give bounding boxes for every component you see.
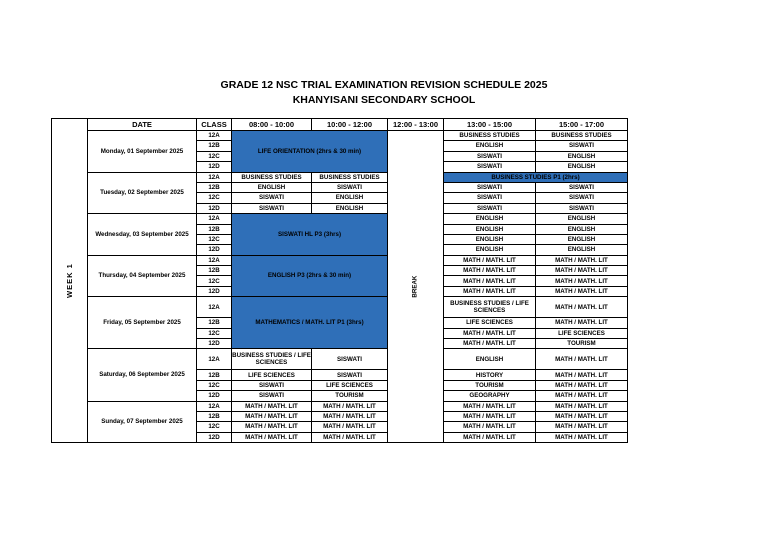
header-row xyxy=(52,119,628,131)
session-cell: ENGLISH xyxy=(232,182,312,192)
session-cell: MATH / MATH. LIT xyxy=(536,318,628,328)
class-cell: 12B xyxy=(197,182,232,192)
session-cell: ENGLISH xyxy=(312,203,388,213)
session-cell: MATH / MATH. LIT xyxy=(444,276,536,286)
class-cell: 12A xyxy=(197,401,232,411)
session-cell: MATH / MATH. LIT xyxy=(536,349,628,370)
class-cell: 12D xyxy=(197,432,232,442)
session-cell: ENGLISH xyxy=(444,141,536,151)
session-cell: MATH / MATH. LIT xyxy=(312,422,388,432)
session-cell: TOURISM xyxy=(444,380,536,390)
day-date: Wednesday, 03 September 2025 xyxy=(88,214,197,256)
document-title: GRADE 12 NSC TRIAL EXAMINATION REVISION SCHEDULE 2025 xyxy=(220,79,548,91)
class-cell: 12D xyxy=(197,339,232,349)
session-cell: ENGLISH xyxy=(444,214,536,224)
class-cell: 12D xyxy=(197,162,232,172)
session-cell: SISWATI xyxy=(232,193,312,203)
table-row xyxy=(52,255,628,265)
session-cell: MATH / MATH. LIT xyxy=(312,411,388,421)
session-cell: TOURISM xyxy=(536,339,628,349)
session-cell: MATH / MATH. LIT xyxy=(536,432,628,442)
session-cell: MATH / MATH. LIT xyxy=(444,401,536,411)
session-cell: SISWATI xyxy=(312,370,388,380)
session-cell: BUSINESS STUDIES xyxy=(444,131,536,141)
session-cell: MATH / MATH. LIT xyxy=(536,380,628,390)
session-cell: SISWATI xyxy=(444,182,536,192)
session-cell: MATH / MATH. LIT xyxy=(232,401,312,411)
header-slot-1000: 10:00 - 12:00 xyxy=(312,119,388,131)
class-cell: 12C xyxy=(197,328,232,338)
session-cell: MATH / MATH. LIT xyxy=(444,266,536,276)
session-cell: BUSINESS STUDIES / LIFE SCIENCES xyxy=(232,349,312,370)
class-cell: 12D xyxy=(197,391,232,401)
session-cell: SISWATI xyxy=(536,141,628,151)
session-cell: LIFE SCIENCES xyxy=(444,318,536,328)
session-cell: ENGLISH xyxy=(312,193,388,203)
session-cell: ENGLISH xyxy=(536,234,628,244)
session-cell: MATH / MATH. LIT xyxy=(536,422,628,432)
session-cell: MATH / MATH. LIT xyxy=(312,432,388,442)
class-cell: 12C xyxy=(197,422,232,432)
session-cell: MATH / MATH. LIT xyxy=(232,422,312,432)
session-cell: SISWATI xyxy=(444,151,536,161)
session-cell: MATH / MATH. LIT xyxy=(312,401,388,411)
session-cell: SISWATI xyxy=(444,203,536,213)
exam-block: MATHEMATICS / MATH. LIT P1 (3hrs) xyxy=(232,297,388,349)
session-cell: HISTORY xyxy=(444,370,536,380)
table-row xyxy=(52,214,628,224)
session-cell: MATH / MATH. LIT xyxy=(536,401,628,411)
exam-block: LIFE ORIENTATION (2hrs & 30 min) xyxy=(232,131,388,173)
class-cell: 12D xyxy=(197,245,232,255)
class-cell: 12C xyxy=(197,380,232,390)
header-class: CLASS xyxy=(197,119,232,131)
session-cell: MATH / MATH. LIT xyxy=(232,411,312,421)
class-cell: 12B xyxy=(197,370,232,380)
session-cell: MATH / MATH. LIT xyxy=(444,328,536,338)
session-cell: BUSINESS STUDIES xyxy=(312,172,388,182)
header-slot-1500: 15:00 - 17:00 xyxy=(536,119,628,131)
session-cell: SISWATI xyxy=(536,203,628,213)
session-cell: MATH / MATH. LIT xyxy=(536,255,628,265)
exam-block: ENGLISH P3 (2hrs & 30 min) xyxy=(232,255,388,297)
session-cell: MATH / MATH. LIT xyxy=(536,297,628,318)
session-cell: MATH / MATH. LIT xyxy=(444,411,536,421)
session-cell: MATH / MATH. LIT xyxy=(536,266,628,276)
class-cell: 12D xyxy=(197,203,232,213)
class-cell: 12A xyxy=(197,255,232,265)
session-cell: TOURISM xyxy=(312,391,388,401)
class-cell: 12A xyxy=(197,349,232,370)
session-cell: MATH / MATH. LIT xyxy=(444,432,536,442)
class-cell: 12C xyxy=(197,151,232,161)
day-date: Tuesday, 02 September 2025 xyxy=(88,172,197,214)
session-cell: ENGLISH xyxy=(444,245,536,255)
session-cell: ENGLISH xyxy=(536,245,628,255)
break-column xyxy=(388,131,444,443)
day-date: Saturday, 06 September 2025 xyxy=(88,349,197,401)
session-cell: SISWATI xyxy=(536,193,628,203)
session-cell: LIFE SCIENCES xyxy=(232,370,312,380)
day-date: Monday, 01 September 2025 xyxy=(88,131,197,173)
table-row xyxy=(52,297,628,318)
session-cell: ENGLISH xyxy=(536,214,628,224)
session-cell: BUSINESS STUDIES / LIFE SCIENCES xyxy=(444,297,536,318)
session-cell: ENGLISH xyxy=(444,234,536,244)
table-row xyxy=(52,401,628,411)
session-cell: MATH / MATH. LIT xyxy=(232,432,312,442)
school-name: KHANYISANI SECONDARY SCHOOL xyxy=(292,94,476,106)
class-cell: 12B xyxy=(197,411,232,421)
class-cell: 12B xyxy=(197,266,232,276)
header-date: DATE xyxy=(88,119,197,131)
session-cell: SISWATI xyxy=(312,182,388,192)
table-row xyxy=(52,172,628,182)
class-cell: 12B xyxy=(197,224,232,234)
session-cell: ENGLISH xyxy=(444,224,536,234)
session-cell: SISWATI xyxy=(444,193,536,203)
day-date: Friday, 05 September 2025 xyxy=(88,297,197,349)
session-cell: ENGLISH xyxy=(444,349,536,370)
session-cell: MATH / MATH. LIT xyxy=(444,255,536,265)
header-slot-1300: 13:00 - 15:00 xyxy=(444,119,536,131)
class-cell: 12C xyxy=(197,234,232,244)
class-cell: 12D xyxy=(197,286,232,296)
exam-block: SISWATI HL P3 (3hrs) xyxy=(232,214,388,256)
session-cell: SISWATI xyxy=(536,182,628,192)
break-label: BREAK xyxy=(411,275,419,298)
class-cell: 12C xyxy=(197,193,232,203)
session-cell: LIFE SCIENCES xyxy=(536,328,628,338)
session-cell: GEOGRAPHY xyxy=(444,391,536,401)
week-label: WEEK 1 xyxy=(52,119,88,443)
table-row xyxy=(52,131,628,141)
session-cell: BUSINESS STUDIES xyxy=(536,131,628,141)
day-date: Sunday, 07 September 2025 xyxy=(88,401,197,443)
header-slot-0800: 08:00 - 10:00 xyxy=(232,119,312,131)
class-cell: 12A xyxy=(197,131,232,141)
class-cell: 12B xyxy=(197,318,232,328)
session-cell: MATH / MATH. LIT xyxy=(536,411,628,421)
session-cell: MATH / MATH. LIT xyxy=(444,339,536,349)
session-cell: ENGLISH xyxy=(536,162,628,172)
session-cell: MATH / MATH. LIT xyxy=(536,286,628,296)
session-cell: ENGLISH xyxy=(536,224,628,234)
session-cell: MATH / MATH. LIT xyxy=(444,422,536,432)
header-slot-1200: 12:00 - 13:00 xyxy=(388,119,444,131)
session-cell: SISWATI xyxy=(232,380,312,390)
class-cell: 12B xyxy=(197,141,232,151)
revision-schedule-table xyxy=(51,118,628,443)
session-cell: BUSINESS STUDIES xyxy=(232,172,312,182)
session-cell: MATH / MATH. LIT xyxy=(444,286,536,296)
session-cell: ENGLISH xyxy=(536,151,628,161)
class-cell: 12A xyxy=(197,172,232,182)
session-cell: SISWATI xyxy=(444,162,536,172)
session-cell: MATH / MATH. LIT xyxy=(536,370,628,380)
session-cell: SISWATI xyxy=(232,391,312,401)
session-cell: LIFE SCIENCES xyxy=(312,380,388,390)
class-cell: 12C xyxy=(197,276,232,286)
session-cell: SISWATI xyxy=(232,203,312,213)
session-cell: MATH / MATH. LIT xyxy=(536,391,628,401)
exam-block: BUSINESS STUDIES P1 (2hrs) xyxy=(444,172,628,182)
session-cell: SISWATI xyxy=(312,349,388,370)
session-cell: MATH / MATH. LIT xyxy=(536,276,628,286)
table-row xyxy=(52,349,628,370)
day-date: Thursday, 04 September 2025 xyxy=(88,255,197,297)
class-cell: 12A xyxy=(197,214,232,224)
class-cell: 12A xyxy=(197,297,232,318)
